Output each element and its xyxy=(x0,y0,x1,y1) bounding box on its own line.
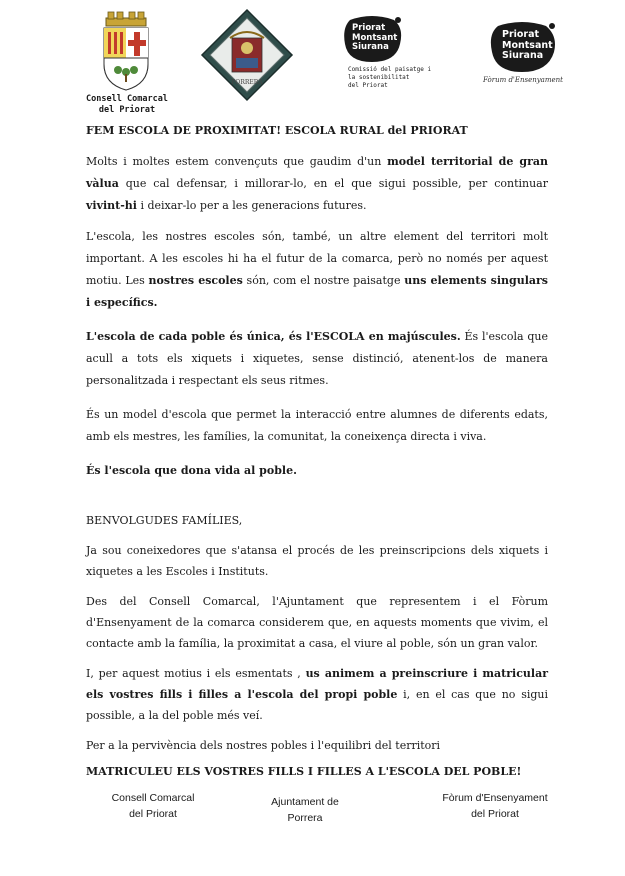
text-segment: Des del Consell Comarcal, l'Ajuntament que representem i el Fòrum d'Ensenyament de la comarca considerem que, en aquests moments que vivim, el contacte amb la família, la proximitat a casa, el viure al poble, són un gran valor. xyxy=(86,595,548,650)
paragraph-2 xyxy=(86,226,548,314)
logo4-caption: Fòrum d'Ensenyament xyxy=(483,76,563,84)
bold-text-segment: us animem a preinscriure i matricular els vostres fills i filles a l'escola del propi poble xyxy=(86,667,548,701)
text-segment: L'escola, les nostres escoles són, també, un altre element del territori molt important. A les escoles hi ha el futur de la comarca, però no només per aquest motiu. Les xyxy=(86,230,548,287)
coat-of-arms-icon xyxy=(100,10,152,92)
signature-forum-line2: del Priorat xyxy=(471,808,519,820)
closing-call: MATRICULEU ELS VOSTRES FILLS I FILLES A L'ESCOLA DEL POBLE! xyxy=(86,765,522,778)
logo4-name-line2: Montsant xyxy=(502,39,553,51)
logo3-name-line2: Montsant xyxy=(352,32,398,43)
signature-forum-line1: Fòrum d'Ensenyament xyxy=(442,792,548,804)
text-segment: Ja sou coneixedores que s'atansa el procés de les preinscripcions dels xiquets i xiquetes a les Escoles i Instituts. xyxy=(86,544,548,578)
logo1-caption-line1: Consell Comarcal xyxy=(86,94,168,104)
bold-text-segment: nostres escoles xyxy=(148,274,243,287)
signature-ajuntament-line2: Porrera xyxy=(287,812,323,824)
paragraph-9 xyxy=(86,735,548,756)
text-segment: És l'escola que acull a tots els xiquets i xiquetes, sense distinció, atenent-los de manera personalitzada i respectant els seus ritmes. xyxy=(86,330,548,387)
logo4-name-line3: Siurana xyxy=(502,50,544,61)
paragraph-5 xyxy=(86,460,548,482)
salutation: BENVOLGUDES FAMÍLIES, xyxy=(86,514,243,527)
bold-text-segment: model territorial de gran vàlua xyxy=(86,155,549,190)
signature-ajuntament xyxy=(245,794,365,826)
paragraph-4 xyxy=(86,404,548,448)
bold-text-segment: uns elements singulars i específics. xyxy=(86,274,549,309)
svg-text:PORRERA: PORRERA xyxy=(231,79,263,86)
bold-text-segment: És l'escola que dona vida al poble. xyxy=(86,464,297,477)
paragraph-6 xyxy=(86,540,548,582)
consell-comarcal-logo xyxy=(82,10,172,116)
text-segment: Per a la pervivència dels nostres pobles i l'equilibri del territori xyxy=(86,739,441,752)
ajuntament-porrera-logo xyxy=(200,8,294,106)
text-segment: que cal defensar, i millorar-lo, en el que sigui possible, per continuar xyxy=(118,177,548,190)
signature-consell-line2: del Priorat xyxy=(129,808,177,820)
signature-forum xyxy=(425,790,565,822)
paragraph-3 xyxy=(86,326,548,392)
signature-ajuntament-line1: Ajuntament de xyxy=(271,796,339,808)
logo3-name-line1: Priorat xyxy=(352,23,386,33)
signature-consell-line1: Consell Comarcal xyxy=(111,792,195,804)
text-segment: I, per aquest motius i els esmentats , xyxy=(86,667,306,680)
bold-text-segment: vivint-hi xyxy=(86,199,137,212)
text-segment: i deixar-lo per a les generacions futures. xyxy=(136,199,367,212)
diamond-crest-icon xyxy=(200,8,294,102)
letter-title: FEM ESCOLA DE PROXIMITAT! ESCOLA RURAL del PRIORAT xyxy=(86,124,468,137)
forum-ensenyament-logo xyxy=(478,20,568,84)
logo3-caption-line1: Comissió del paisatge i xyxy=(348,66,432,73)
letter-body xyxy=(86,124,548,482)
text-segment: És un model d'escola que permet la interacció entre alumnes de diferents edats, amb els mestres, les famílies, la comunitat, la coneixença directa i viva. xyxy=(86,408,548,443)
header-logos xyxy=(0,8,625,118)
logo3-name-line3: Siurana xyxy=(352,42,389,52)
bold-text-segment: L'escola de cada poble és única, és l'ESCOLA en majúscules. xyxy=(86,330,461,343)
logo4-name-line1: Priorat xyxy=(502,29,540,40)
logo3-caption-line2: la sostenibilitat xyxy=(348,74,410,81)
text-segment: són, com el nostre paisatge xyxy=(242,274,405,287)
signature-consell xyxy=(88,790,218,822)
comissio-paisatge-logo xyxy=(342,14,442,90)
logo1-caption-line2: del Priorat xyxy=(98,105,156,115)
paragraph-8 xyxy=(86,663,548,726)
text-segment: i, en el cas que no sigui possible, a la del poble més veí. xyxy=(86,688,548,722)
logo3-caption-line3: del Priorat xyxy=(348,82,388,89)
letter-body-lower xyxy=(86,540,548,778)
paragraph-1 xyxy=(86,151,548,217)
paragraph-7 xyxy=(86,591,548,654)
text-segment: Molts i moltes estem convençuts que gaudim d'un xyxy=(86,155,388,168)
